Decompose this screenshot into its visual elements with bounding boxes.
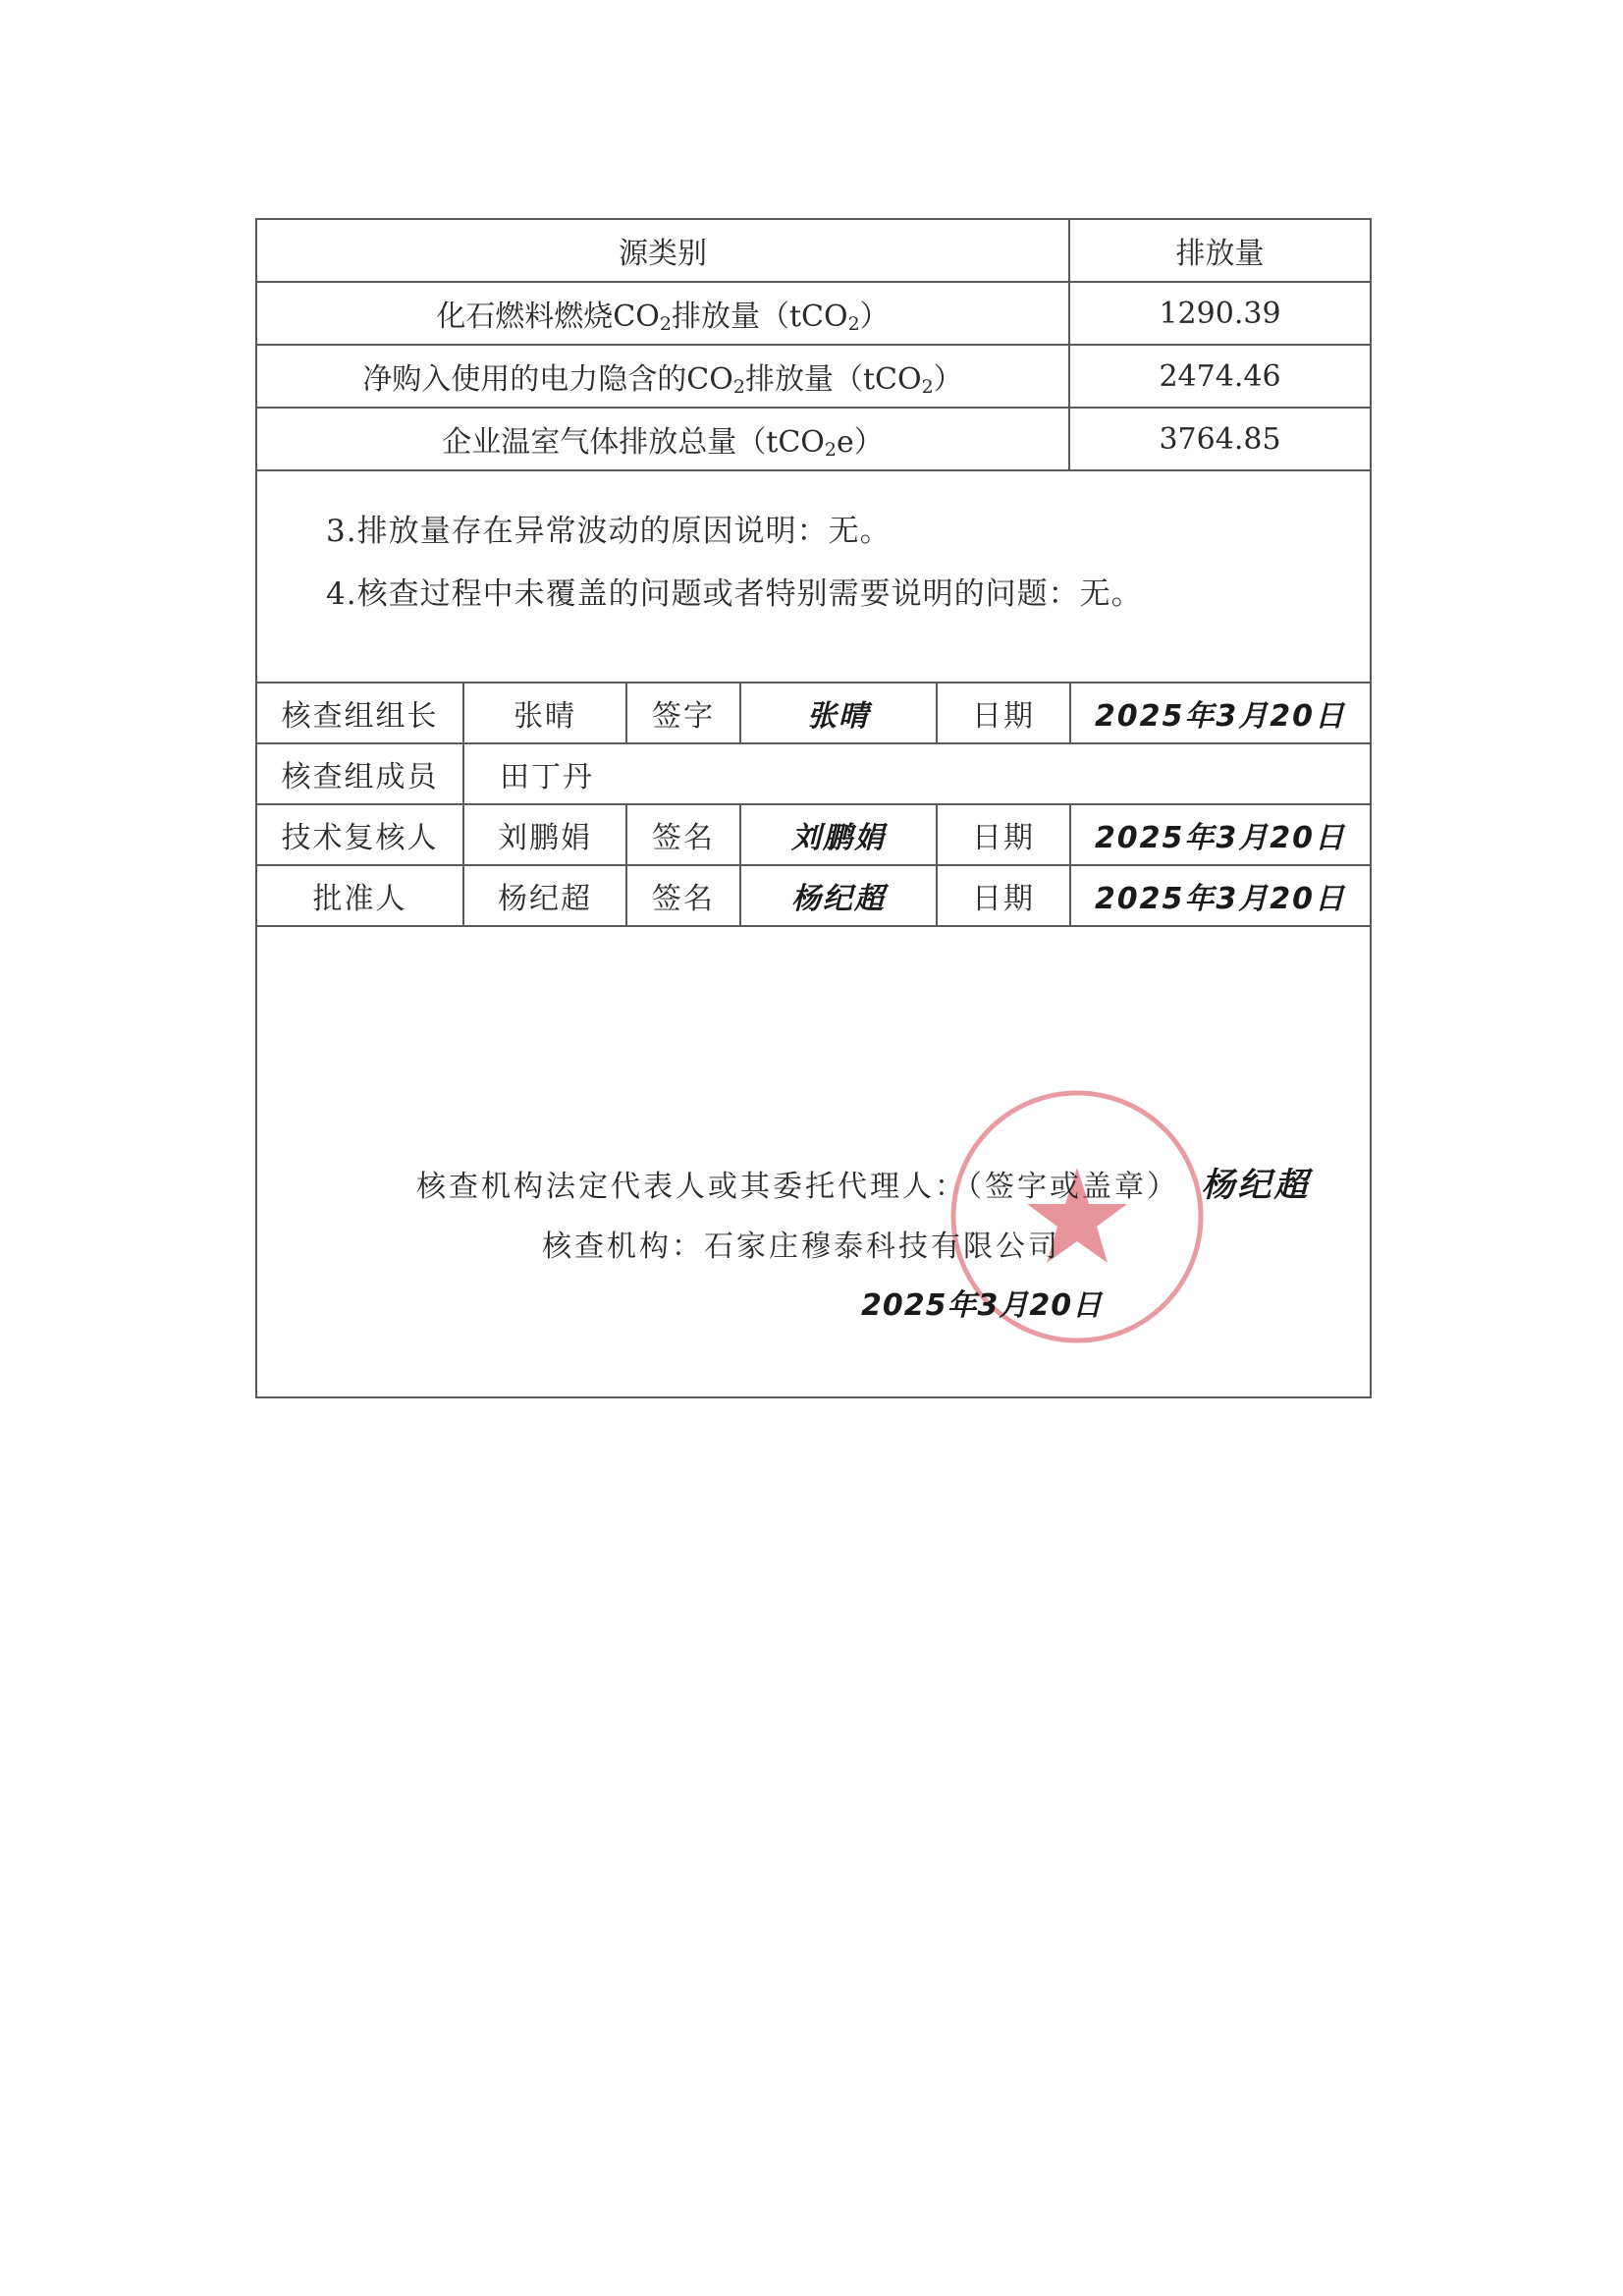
- emissions-table: [257, 220, 1370, 471]
- sign-label: 签名: [626, 865, 740, 926]
- sign-label: 签字: [626, 683, 740, 743]
- table-row: [257, 282, 1370, 345]
- note-uncovered-issues: 4.核查过程中未覆盖的问题或者特别需要说明的问题：无。: [326, 576, 1143, 612]
- note-abnormal-fluctuation: 3.排放量存在异常波动的原因说明：无。: [326, 514, 892, 549]
- sign-row-member: [257, 743, 1370, 804]
- handwritten-date: 2025年3月20日: [1070, 683, 1370, 743]
- sign-row-leader: [257, 683, 1370, 743]
- handwritten-date: 2025年3月20日: [1070, 865, 1370, 926]
- sign-row-reviewer: [257, 804, 1370, 865]
- row-label: 化石燃料燃烧$CO_2$排放量（tCO$_2$）: [257, 282, 1069, 345]
- table-row: [257, 345, 1370, 408]
- handwritten-date: 2025年3月20日: [1070, 804, 1370, 865]
- date-label: 日期: [937, 865, 1070, 926]
- table-row: [257, 408, 1370, 470]
- person-name: 田丁丹: [463, 743, 1370, 804]
- role-label: 核查组组长: [257, 683, 463, 743]
- header-source: 源类别: [257, 220, 1069, 282]
- document-frame: [255, 218, 1372, 1398]
- role-label: 核查组成员: [257, 743, 463, 804]
- date-label: 日期: [937, 804, 1070, 865]
- notes-section: [326, 500, 1143, 626]
- handwritten-signature: 刘鹏娟: [740, 804, 937, 865]
- person-name: 张晴: [463, 683, 626, 743]
- footer-date: 2025年3月20日: [861, 1288, 1104, 1323]
- person-name: 杨纪超: [463, 865, 626, 926]
- table-header-row: [257, 220, 1370, 282]
- organization-line: 核查机构：石家庄穆泰科技有限公司: [542, 1230, 1060, 1264]
- representative-label: 核查机构法定代表人或其委托代理人：（签字或盖章）: [416, 1170, 1179, 1204]
- representative-signature: 杨纪超: [1201, 1166, 1311, 1205]
- role-label: 批准人: [257, 865, 463, 926]
- role-label: 技术复核人: [257, 804, 463, 865]
- row-value: 1290.39: [1069, 282, 1370, 345]
- row-label: 企业温室气体排放总量（tCO$_2$e）: [257, 408, 1069, 470]
- person-name: 刘鹏娟: [463, 804, 626, 865]
- date-label: 日期: [937, 683, 1070, 743]
- representative-line: [416, 1158, 1311, 1206]
- row-label: 净购入使用的电力隐含的$CO_2$排放量（tCO$_2$）: [257, 345, 1069, 408]
- handwritten-signature: 张晴: [740, 683, 937, 743]
- signature-table: [257, 682, 1370, 927]
- header-amount: 排放量: [1069, 220, 1370, 282]
- handwritten-signature: 杨纪超: [740, 865, 937, 926]
- row-value: 2474.46: [1069, 345, 1370, 408]
- row-value: 3764.85: [1069, 408, 1370, 470]
- sign-label: 签名: [626, 804, 740, 865]
- sign-row-approver: [257, 865, 1370, 926]
